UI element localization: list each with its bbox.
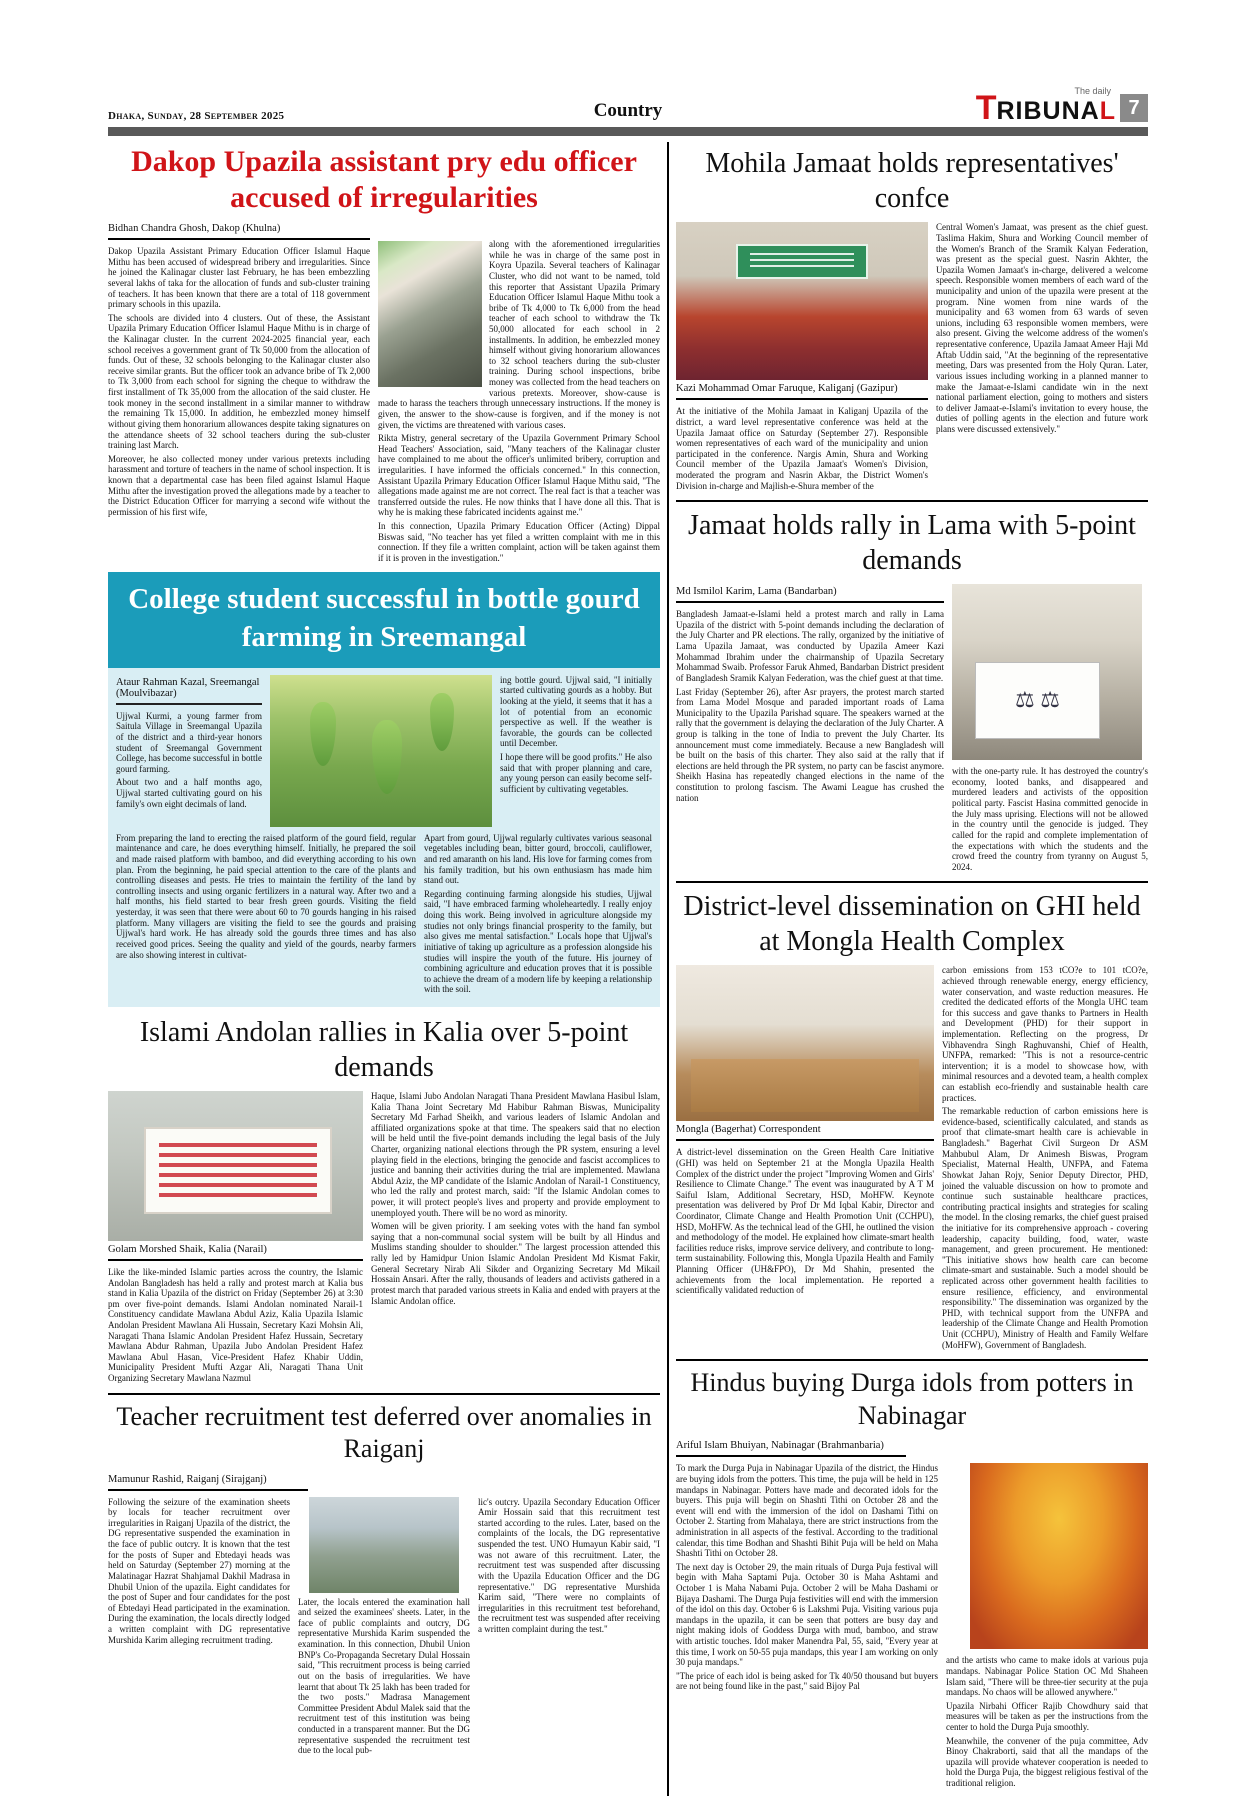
- article-body: [942, 965, 1148, 1353]
- headline: Mohila Jamaat holds representatives' confce: [705, 148, 1119, 215]
- masthead: [818, 86, 1148, 128]
- header-divider-bar: [108, 127, 1148, 136]
- article-divider: [676, 881, 1148, 883]
- paragraph: I hope there will be good profits." He also said that with proper planning and care, any young person can easily become self-sufficient by cultivating vegetables.: [500, 752, 652, 794]
- article-body: [946, 1655, 1148, 1788]
- paragraph: Regarding continuing farming alongside his studies, Ujjwal said, "I have embraced farming wholeheartedly. I really enjoy doing this work. Being involved in agriculture alongside my studies not only brings financial prosperity to the family, but also gives me mental satisfaction." Locals hope that Ujjwal's initiative of taking up agriculture as a profession alongside his studies will inspire the youth of the future. His journey of combining agriculture and education proves that it is possible to achieve the dream of a modern life by keeping a relationship with the soil.: [424, 888, 652, 995]
- left-column: [108, 140, 660, 1795]
- paragraph: At the initiative of the Mohila Jamaat in Kaliganj Upazila of the district, a ward level representative conference was held at the Upazila Jamaat office on Saturday (September 27). Responsible women representatives of each ward of the municipality and union participated in the conference. Nargis Amin, Shura and Working Council member of the Upazila Jamaat's Women's Division, moderated the program and Nasrin Akbar, the District Women's Division in-charge and Majlish-e-Shura member of the: [676, 406, 928, 491]
- right-column: [676, 140, 1148, 1795]
- main-columns: [108, 140, 1148, 1795]
- article-body: [371, 1091, 660, 1387]
- headline: Dakop Upazila assistant pry edu officer accused of irregularities: [131, 145, 637, 214]
- paragraph: "The price of each idol is being asked for Tk 40/50 thousand but buyers are not being found like in the past," said Bijoy Pal: [676, 1670, 938, 1692]
- paragraph: with the one-party rule. It has destroyed the country's economy, looted banks, and disappeared and murdered leaders and activists of the opposition political party. Fascist Hasina committed genocide in the July mass uprising. Elections will not be allowed in the country until the genocide is judged. They called for the rapid and complete implementation of the expectations with which the students and the crowd freed the country from tyranny on August 5, 2024.: [952, 766, 1148, 872]
- paragraph: Bangladesh Jamaat-e-Islami held a protest march and rally in Lama Upazila of the district with 5-point demands including the declaration of the July Charter and PR elections. The rally, organized by the initiative of Lama Upazila Jamaat, was conducted by Upazila Ameer Kazi Mohammad Ibrahim under the chairmanship of Upazila Secretary Mohammad Swaib. Professor Faruk Ahmed, Bandarban District president of Bangladesh Sramik Kalyan Federation, was the chief guest at that time.: [676, 609, 944, 683]
- gourd-shape: [310, 702, 336, 766]
- article-ghi-mongla: [676, 889, 1148, 1353]
- protest-march-photo: [952, 584, 1142, 760]
- headline: College student successful in bottle gourd farming in Sreemangal: [108, 572, 660, 667]
- masthead-letters: RIBUNA: [996, 97, 1100, 126]
- paragraph: Central Women's Jamaat, was present as the chief guest. Taslima Hakim, Shura and Working Council member of the Women's Branch of the Sramik Kalyan Federation, was present as the special guest. Nasrin Akhter, the Upazila Women Jamaat's in-charge, delivered a welcome speech. Responsible women members of each ward of the municipality and union of the upazila were present at the program. Nine women from nine wards of the municipality and 63 women from 63 wards of seven unions, including 63 responsible women members, were also present. Giving the welcome address of the women's representative conference, Upazila Jamaat Ameer Haji Md Aftab Uddin said, "At the beginning of the representative meeting, Dars was presented from the Holy Quran. Later, various issues including working in a planned manner to make the Jamaat-e-Islami candidate win in the next national parliament election, going to mothers and sisters to deliver Jamaat-e-Islami's invitation to every house, the duties of polling agents in the election and future work plans were discussed extensively.": [936, 222, 1148, 434]
- masthead-tagline: The daily: [1074, 86, 1111, 96]
- article-body: [500, 675, 652, 827]
- correspondent-byline: Mongla (Bagerhat) Correspondent: [676, 1121, 934, 1141]
- byline: Ataur Rahman Kazal, Sreemangal (Moulvibazar): [116, 675, 262, 705]
- conference-banner: [736, 244, 867, 279]
- page-content: [108, 88, 1148, 1796]
- page-header: [108, 86, 1148, 128]
- photo-byline: Kazi Mohammad Omar Faruque, Kaliganj (Gazipur): [676, 380, 928, 400]
- article-durga-idols: [676, 1367, 1148, 1791]
- article-dakop-officer: [108, 144, 660, 566]
- paragraph: The schools are divided into 4 clusters. Out of these, the Assistant Upazila Primary Education Officer Islamul Haque Mithu is in charge of the Kalinagar cluster. In the current 2024-2025 financial year, each school receives a government grant of Tk 50,000 from the allocation of funds. Out of these, 32 schools belonging to the Kalinagar cluster also receive similar grants. But the officer took an advance bribe of Tk 2,000 to Tk 3,000 from each school for signing the cheque to withdraw the first installment of Tk 35,000 from the allocation of the said cluster. He took money in the second installment in a similar manner to withdraw the remaining Tk 15,000. In addition, he embezzled money himself without giving them honorarium allowances despite taking signatures on the attendance sheets of 32 school teachers during the sub-cluster training last March.: [108, 312, 370, 451]
- paragraph: To mark the Durga Puja in Nabinagar Upazila of the district, the Hindus are buying idols from the potters. This time, the puja will be held in 125 mandaps in Nabinagar. Potters have made and decorated idols for the buyers. This puja will begin on Shashti Tithi on October 28 and the event will end with the immersion of the idol on Dashami Tithi on October 2. Starting from Mahalaya, there are strict instructions from the administration in all aspects of the festival. According to the traditional calendar, this time Bodhan and Shashti Bihit Puja will be held on Maha Shashti Tithi on October 28.: [676, 1463, 938, 1559]
- paragraph: Later, the locals entered the examination hall and seized the examinees' sheets. Later, in the face of public complaints and outcry, DG representative Murshida Karim suspended the examination. In this connection, Dhubil Union BNP's Co-Propaganda Secretary Dulal Hossain said, "This recruitment process is being carried out on the basis of irregularities. We have learnt that about Tk 25 lakh has been traded for the two posts." Madrasa Management Committee President Abdul Malek said that the recruitment test of this institution was being conducted in a transparent manner. But the DG representative suspended the recruitment test due to the local pub-: [298, 1596, 470, 1756]
- paragraph: Moreover, he also collected money under various pretexts including harassment and torture of teachers in the name of school inspection. It is known that a departmental case has been filed against Islamul Haque Mithu after the investigation proved the allegations made by a teacher to the District Education Officer for marrying a second wife without the permission of his first wife,: [108, 453, 370, 517]
- paragraph: From preparing the land to erecting the raised platform of the gourd field, regular maintenance and care, he does everything himself. Initially, he prepared the soil and made raised platform with bamboo, and did everything according to his own plan. From the beginning, he paid special attention to the care of the plants and controlling diseases and pests. He tries to maintain the fertility of the land by controlling insects and using organic fertilizers in a natural way. After two and a half months, his field started to bear fresh green gourds. Visiting the field yesterday, it was seen that there were about 60 to 70 gourds hanging in his raised platform. Many villagers are visiting the field to see the gourds and praising Ujjwal's hard work. He has already sold the gourds three times and has also received good prices. Seeing the quality and yield of the gourds, nearby farmers are also showing interest in cultivat-: [116, 832, 416, 960]
- accused-officer-portrait-photo: [378, 241, 482, 387]
- paragraph: The remarkable reduction of carbon emissions here is evidence-based, scientifically calculated, and stands as proof that climate-smart health care is achievable in Bangladesh." Bagerhat Civil Surgeon Dr ASM Mahbubul Alam, Dr Animesh Biswas, Program Specialist, Maternal Health, UNFPA, and Fatema Showkat Jahan Rojy, Senior Deputy Director, PHD, joined the valuable discussion on how to promote and continue such sustainable healthcare practices, contributing practical insights and strategies for scaling the model. In the closing remarks, the chief guest praised the initiative for its comprehensive approach - covering leadership, capacity building, food, water, waste management, and green procurement. He mentioned: "This initiative shows how health care can become climate-smart and sustainable. Such a model should be replicated across other government health facilities to ensure resilience, efficiency, and environmental responsibility." The dissemination was organized by the PHD, with technical support from the UNFPA and leadership of the Climate Change and Health Promotion Unit (CCHPU), Ministry of Health and Family Welfare (MoHFW), Government of Bangladesh.: [942, 1106, 1148, 1350]
- paragraph: Meanwhile, the convener of the puja committee, Adv Binoy Chakraborti, said that all the mandaps of the upazila will provide whatever cooperation is needed to hold the Durga Puja, the biggest religious festival of the traditional religion.: [946, 1735, 1148, 1788]
- article-body: [116, 711, 262, 809]
- bottle-gourds-photo: [270, 675, 492, 827]
- article-body: [478, 1497, 660, 1759]
- paragraph: Haque, Islami Jubo Andolan Naragati Thana President Mawlana Hasibul Islam, Kalia Thana Joint Secretary Md Habibur Rahman Biswas, Municipality Secretary Md Farhad Sheikh, and various leaders of Islamic Andolan and affiliated organizations spoke at that time. The speakers said that no election will be held until the five-point demands including the legal basis of the July Charter, organizing national elections through the PR system, ensuring a level playing field in the elections, bringing the genocide and fascist accomplices to justice and banning their activities during the trial are implemented. Mawlana Abdul Aziz, the MP candidate of the Islamic Andolan of Narail-1 Constituency, who led the rally and protest march, said: "If the Islamic Andolan comes to power, it will protect people's lives and property and provide employment to unemployed youth. There will be no word as minority.: [371, 1090, 660, 1218]
- paragraph: lic's outcry. Upazila Secondary Education Officer Amir Hossain said that this recruitment test started according to the rules. Later, based on the complaints of the locals, the DG representative suspended the test. UNO Humayun Kabir said, "I was not aware of this recruitment. Later, the recruitment test was suspended after discussing with the Upazila Education Officer and the DG representative." DG representative Murshida Karim said, "There were no complaints of irregularities in this recruitment test beforehand, the recruitment test was suspended after receiving a written complaint during the test.": [478, 1496, 660, 1634]
- article-mohila-jamaat: [676, 146, 1148, 494]
- masthead-logo: [975, 86, 1115, 128]
- paragraph: The next day is October 29, the main rituals of Durga Puja festival will begin with Maha Saptami Puja. October 30 is Maha Ashtami and October 1 is Maha Nabami Puja. October 2 will be Maha Dashami or Bijaya Dashami. The Durga Puja festivities will end with the immersion of the idol on this day. October 6 is Lakshmi Puja. Visiting various puja mandaps in the upazila, it can be seen that potters are busy day and night making idols of Goddess Durga with mud, bamboo, and straw with artistic touches. Idol maker Manendra Pal, 55, said, "Every year at this time, I work on 50-55 puja mandaps, this year I am working on only 30 puja mandaps.": [676, 1561, 938, 1668]
- article-islami-andolan-kalia: [108, 1015, 660, 1387]
- conference-hall-photo: [676, 222, 928, 380]
- article-bottle-gourd: [108, 572, 660, 1007]
- page-number: 7: [1120, 94, 1148, 122]
- byline: Golam Morshed Shaik, Kalia (Narail): [108, 1241, 363, 1261]
- paragraph: ing bottle gourd. Ujjwal said, "I initially started cultivating gourds as a hobby. But looking at the yield, it seems that it has a lot of potential from an economic perspective as well. If the weather is favorable, the gourds can be collected until December.: [500, 674, 652, 749]
- headline: Teacher recruitment test deferred over anomalies in Raiganj: [116, 1401, 652, 1464]
- byline: Md Ismilol Karim, Lama (Bandarban): [676, 584, 944, 603]
- paragraph: and the artists who came to make idols at various puja mandaps. Nabinagar Police Station OC Md Shaheen Islam said, "There will be three-tier security at the puja mandaps. No chaos will be allowed anywhere.": [946, 1655, 1148, 1698]
- article-body: [108, 1267, 363, 1384]
- gourd-shape: [430, 693, 454, 751]
- madrasa-crowd-photo: [309, 1497, 459, 1593]
- headline: Islami Andolan rallies in Kalia over 5-point demands: [139, 1016, 629, 1083]
- paragraph: In this connection, Upazila Primary Education Officer (Acting) Dippal Biswas said, "No teacher has yet filed a written complaint with me in this connection. If they file a written complaint, action will be taken against them if it is proven in the investigation.": [378, 521, 660, 563]
- article-body: [676, 609, 944, 803]
- byline: Bidhan Chandra Ghosh, Dakop (Khulna): [108, 221, 370, 240]
- durga-idol-photo: [970, 1463, 1148, 1649]
- paragraph: Like the like-minded Islamic parties across the country, the Islamic Andolan Bangladesh has held a rally and protest march at Kalia bus stand in Kalia Upazila of the district on Friday (September 26) at 3:30 pm over five-point demands. Islami Andolan nominated Narail-1 Constituency candidate Mawlana Abdul Aziz, Kalia Upazila Islamic Andolan President Mawlana Ali Hussain, Secretary Kazi Mohsin Ali, Naragati Thana Islamic Andolan President Hafez Hussain, Secretary Mawlana Abdur Rahman, Upazila Jubo Andolan President Hafez Mawlana Abul Hasan, Vice-President Hafez Khabir Uddin, Municipality President Mufti Azgar Ali, Naragati Thana Unit Organizing Secretary Mawlana Nazmul: [108, 1266, 363, 1384]
- article-body: [936, 222, 1148, 494]
- article-body: [116, 833, 416, 998]
- paragraph: A district-level dissemination on the Green Health Care Initiative (GHI) was held on September 21 at the Mongla Upazila Health Complex of the district under the project "Improving Women and Girls' Resilience to Climate Change." The event was inaugurated by A T M Saiful Islam, Additional Secretary, HSD, MoHFW. Keynote presentation was delivered by Prof Dr Md Iqbal Kabir, Director and Coordinator, Climate Change and Health Promotion Unit (CCHPU), HSD, MoHFW. As the technical lead of the GHI, he outlined the vision and methodology of the model. He explained how climate-smart health facilities reduce risks, improve service delivery, and contribute to long-term sustainability. Following this, Mongla Upazila Health and Family Planning Officer (UH&FPO), Dr Md Shahin, presented the achievements from the local implementation. He reported a scientifically validated reduction of: [676, 1147, 934, 1296]
- section-title: Country: [593, 100, 663, 122]
- gourd-shape: [372, 720, 402, 794]
- article-body: [676, 1147, 934, 1296]
- paragraph: About two and a half months ago, Ujjwal started cultivating gourd on his family's own eight decimals of land.: [116, 777, 262, 809]
- byline: Ariful Islam Bhuiyan, Nabinagar (Brahmanbaria): [676, 1438, 906, 1457]
- paragraph: along with the aforementioned irregularities while he was in charge of the same post in Koyra Upazila. Several teachers of Kalinagar Cluster, who did not want to be named, told this reporter that Assistant Upazila Primary Education Officer Islamul Haque Mithu took a bribe of Tk 4,000 to Tk 6,000 from the head teacher of each school to withdraw the Tk 50,000 allocated for each school in 2 installments. In addition, he embezzled money himself without giving honorarium allowances to 32 school teachers during the sub-cluster training. During school inspections, bribe money was collected from the head teachers on various pretexts. Moreover, show-cause is made to harass the teachers through unnecessary instructions. If the money is given, the answer to the show-cause is forgiven, and if the money is not given, the victims are threatened with various cases.: [378, 239, 660, 430]
- conference-table: [691, 1059, 918, 1112]
- paragraph: Following the seizure of the examination sheets by locals for teacher recruitment over irregularities in Raiganj Upazila of the district, the DG representative suspended the examination in the face of public outcry. It is known that the test for the posts of Super and Ebtedayi heads was held on Saturday (September 27) morning at the Malatinagar Hazrat Shahjamal Dakhil Madrasa in Dhubil Union of the upazila. Eight candidates for the post of Super and four candidates for the post of Ebtedayi Head participated in the examination. During the examination, the locals directly lodged a written complaint with DG representative Murshida Karim alleging recruitment trading.: [108, 1496, 290, 1645]
- article-divider: [108, 1393, 660, 1395]
- article-jamaat-lama: [676, 508, 1148, 875]
- byline: Mamunur Rashid, Raiganj (Sirajganj): [108, 1472, 308, 1491]
- article-body: [108, 246, 370, 517]
- headline: Jamaat holds rally in Lama with 5-point demands: [688, 510, 1136, 577]
- meeting-room-photo: [676, 965, 934, 1121]
- paragraph: Rikta Mistry, general secretary of the Upazila Government Primary School Head Teachers' Association, said, "Many teachers of the Kalinagar cluster have complained to me about the officer's unlimited bribery, corruption and irregularities. I have informed the officials concerned." In this connection, Assistant Upazila Primary Education Officer Islamul Haque Mithu said, "The allegations made against me are not correct. The real fact is that a teacher was transferred outside the rules. He now thinks that I have done all this. That is why he is making these fabricated incidents against me.": [378, 433, 660, 518]
- masthead-letter-t: T: [975, 89, 997, 128]
- rally-banner: ⚖ ⚖: [975, 662, 1100, 739]
- procession-banner: [144, 1127, 333, 1214]
- paragraph: Apart from gourd, Ujjwal regularly cultivates various seasonal vegetables including bean, bitter gourd, broccoli, cauliflower, and red amaranth on his land. His love for farming comes from his family tradition, but his own enthusiasm has made him stand out.: [424, 832, 652, 886]
- paragraph: Last Friday (September 26), after Asr prayers, the protest march started from Lama Model Mosque and paraded important roads of Lama Municipality to the Upazila Parishad square. The speakers warned at the rally that the government is delaying the declaration of the July Charter. A group is talking in the tone of India to prevent the July Charter. Its announcement must come immediately. Because a new Bangladesh will be built on the basis of this charter. They also said at the rally that if elections are held through the PR system, no party can be fascist anymore. Sheikh Hasina has repeatedly changed elections in the name of the constitution to prolong fascism. The Awami League has crushed the nation: [676, 686, 944, 803]
- rally-banner-photo: [108, 1091, 363, 1241]
- paragraph: Ujjwal Kurmi, a young farmer from Saitula Village in Sreemangal Upazila of the district and a third-year honors student of Sreemangal Government College, has become successful in bottle gourd farming.: [116, 710, 262, 774]
- paragraph: Upazila Nirbahi Officer Rajib Chowdhury said that measures will be taken as per the instructions from the center to hold the Durga Puja smoothly.: [946, 1700, 1148, 1732]
- article-body: [108, 1497, 290, 1759]
- paragraph: carbon emissions from 153 tCO?e to 101 tCO?e, achieved through renewable energy, energy efficiency, water conservation, and waste reduction measures. He credited the dedicated efforts of the Mongla UHC team for this success and gave thanks to Partners in Health and Development (PHD) for their support in implementation. Reflecting on the progress, Dr Vibhavendra Singh Raghuvanshi, Chief of Health, UNFPA, remarked: "This is not a resource-centric intervention; it is a model to showcase how, with minimal resources and a devoted team, a health complex can establish eco-friendly and sustainable health care practices.: [942, 965, 1148, 1103]
- headline: District-level dissemination on GHI held at Mongla Health Complex: [683, 891, 1141, 958]
- column-divider: [667, 142, 669, 1795]
- paragraph: Women will be given priority. I am seeking votes with the hand fan symbol saying that a non-communal social system will be built by all Hindus and Muslims standing shoulder to shoulder." The largest procession attended this rally led by Hamidpur Union Islamic Andolan President Md Kismat Fakir, General Secretary Nirab Ali Sikder and Organizing Secretary Md Mikail Hossain Ansari. After the rally, thousands of leaders and activists gathered in a protest march that paraded various streets in Kalia and ended with prayers at the Islamic Andolan office.: [371, 1221, 660, 1306]
- article-teacher-recruitment: [108, 1401, 660, 1759]
- article-divider: [676, 500, 1148, 502]
- article-divider: [676, 1359, 1148, 1361]
- headline: Hindus buying Durga idols from potters in Nabinagar: [690, 1368, 1134, 1430]
- article-body: [676, 406, 928, 491]
- article-body: [676, 1463, 938, 1791]
- article-body: [952, 766, 1148, 872]
- masthead-letter-l: L: [1099, 97, 1115, 126]
- article-body: [298, 1597, 470, 1756]
- issue-date: Dhaka, Sunday, 28 September 2025: [108, 110, 285, 123]
- article-body: [424, 833, 652, 998]
- paragraph: Dakop Upazila Assistant Primary Education Officer Islamul Haque Mithu has been accused of widespread bribery and irregularities. Since he joined the Kalinagar cluster last February, he has been embezzling several lakhs of taka for the allocation of funds and sub-cluster training of teachers. It has been known that there are a total of 118 government primary schools in this upazila.: [108, 246, 370, 310]
